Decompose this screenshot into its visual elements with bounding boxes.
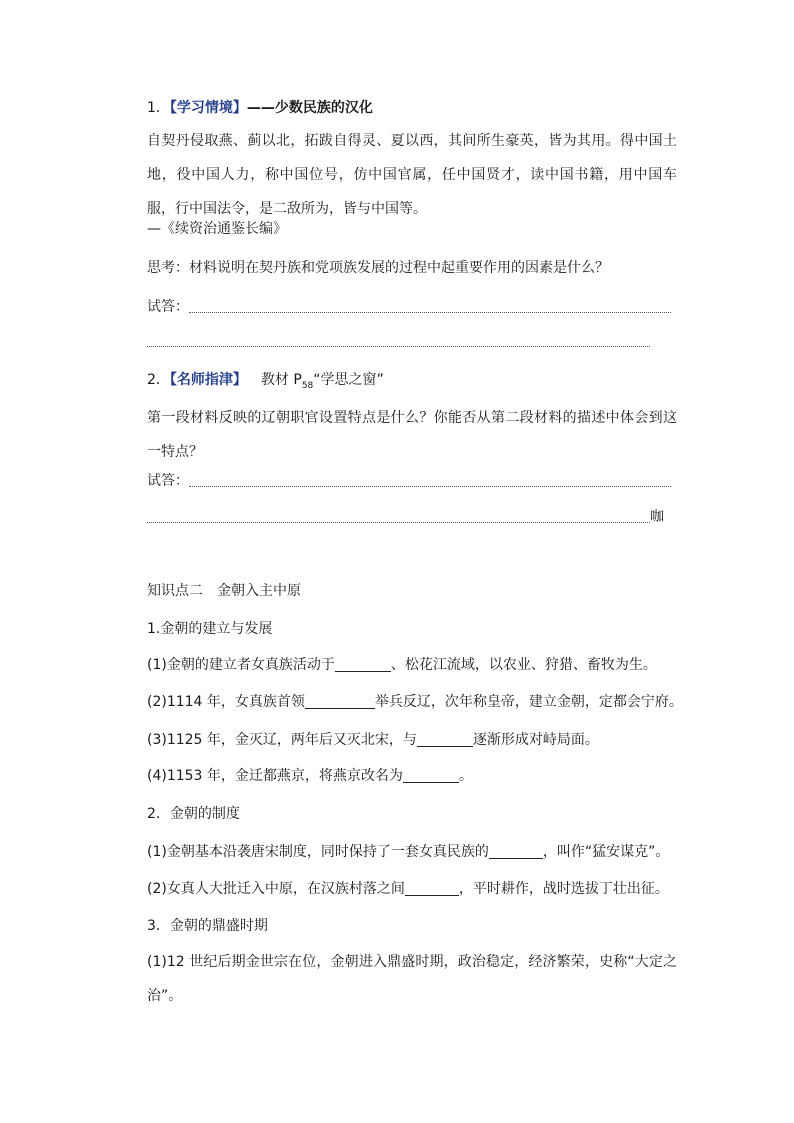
knowledge-point-2-heading: 知识点二 金朝入主中原 [147,583,301,599]
jin-item-4-text-a: (4)1153 年，金迁都燕京，将燕京改名为 [147,768,403,784]
jin-item-3-blank[interactable] [417,731,473,747]
jin-item-3-text-a: (3)1125 年，金灭辽，两年后又灭北宋，与 [147,732,417,748]
section-1-answer-field[interactable] [189,298,671,313]
section-1-tag: 【学习情境】 [169,100,247,116]
section-1-material: 自契丹侵取燕、蓟以北，拓跋自得灵、夏以西，其间所生豪英，皆为其用。得中国土地，役中国人力，称中国位号，仿中国官属，任中国贤才，读中国书籍，用中国车服，行中国法令，是二敌所为，皆与中国等。 [147,133,677,217]
section-1-answer-field-2[interactable] [147,346,650,347]
jin-system-item-2 [147,879,669,899]
section-1-heading [147,98,373,118]
jin-item-2-text-a: (2)1114 年，女真族首领 [147,694,305,710]
jin-item-1-text-a: (1)金朝的建立者女真族活动于 [147,657,335,673]
jin-founding-heading: 1.金朝的建立与发展 [147,621,273,637]
section-2-ref-page: 58 [301,380,314,391]
jin-peak-heading: 3．金朝的鼎盛时期 [147,918,268,934]
jin-item-4 [147,766,473,786]
section-2-question: 第一段材料反映的辽朝职官设置特点是什么？你能否从第二段材料的描述中体会到这一特点？ [147,410,677,460]
jin-system-item-1 [147,842,669,862]
jin-peak-item-1: (1)12 世纪后期金世宗在位，金朝进入鼎盛时期，政治稳定，经济繁荣，史称“大定之治”。 [147,954,677,1004]
jin-item-4-blank[interactable] [403,767,459,783]
section-1-answer-label: 试答： [147,299,189,315]
section-2-answer-line-2 [147,507,664,527]
jin-item-2-blank[interactable] [305,693,375,709]
jin-item-1 [147,655,657,675]
jin-system-heading: 2．金朝的制度 [147,806,240,822]
section-1-title: ——少数民族的汉化 [246,100,373,116]
section-1-answer-line [147,297,671,317]
jin-system-item-1-blank[interactable] [489,843,543,859]
section-2-ref-prefix: 教材 P [260,372,302,388]
section-2-answer-field[interactable] [189,472,671,487]
jin-item-3-text-b: 逐渐形成对峙局面。 [472,732,599,748]
section-2-number: 2． [147,372,170,388]
jin-item-3 [147,730,599,750]
section-2-answer-line [147,471,671,491]
jin-item-2-text-b: 举兵反辽，次年称皇帝，建立金朝，定都会宁府。 [374,694,683,710]
section-2-answer-field-2[interactable] [147,508,650,523]
section-1-think-question: 思考：材料说明在契丹族和党项族发展的过程中起重要作用的因素是什么？ [147,260,609,276]
jin-system-item-1-text-b: ，叫作“猛安谋克”。 [542,844,670,860]
jin-item-2 [147,692,683,712]
jin-system-item-2-text-b: ，平时耕作，战时选拔丁壮出征。 [458,881,669,897]
jin-item-4-text-b: 。 [458,768,473,784]
jin-item-1-blank[interactable] [335,656,391,672]
section-1-source: —《续资治通鉴长编》 [147,221,287,237]
jin-system-item-2-blank[interactable] [405,880,459,896]
section-2-trailing-mark: 咖 [650,509,664,525]
section-1-number: 1． [147,100,170,116]
section-2-answer-label: 试答： [147,473,189,489]
jin-item-1-text-b: 、松花江流域，以农业、狩猎、畜牧为生。 [390,657,657,673]
section-2-ref-suffix: “学思之窗” [313,372,384,388]
section-2-tag: 【名师指津】 [169,372,247,388]
section-2-heading [147,370,384,396]
jin-system-item-2-text-a: (2)女真人大批迁入中原，在汉族村落之间 [147,881,405,897]
jin-system-item-1-text-a: (1)金朝基本沿袭唐宋制度，同时保持了一套女真民族的 [147,844,489,860]
